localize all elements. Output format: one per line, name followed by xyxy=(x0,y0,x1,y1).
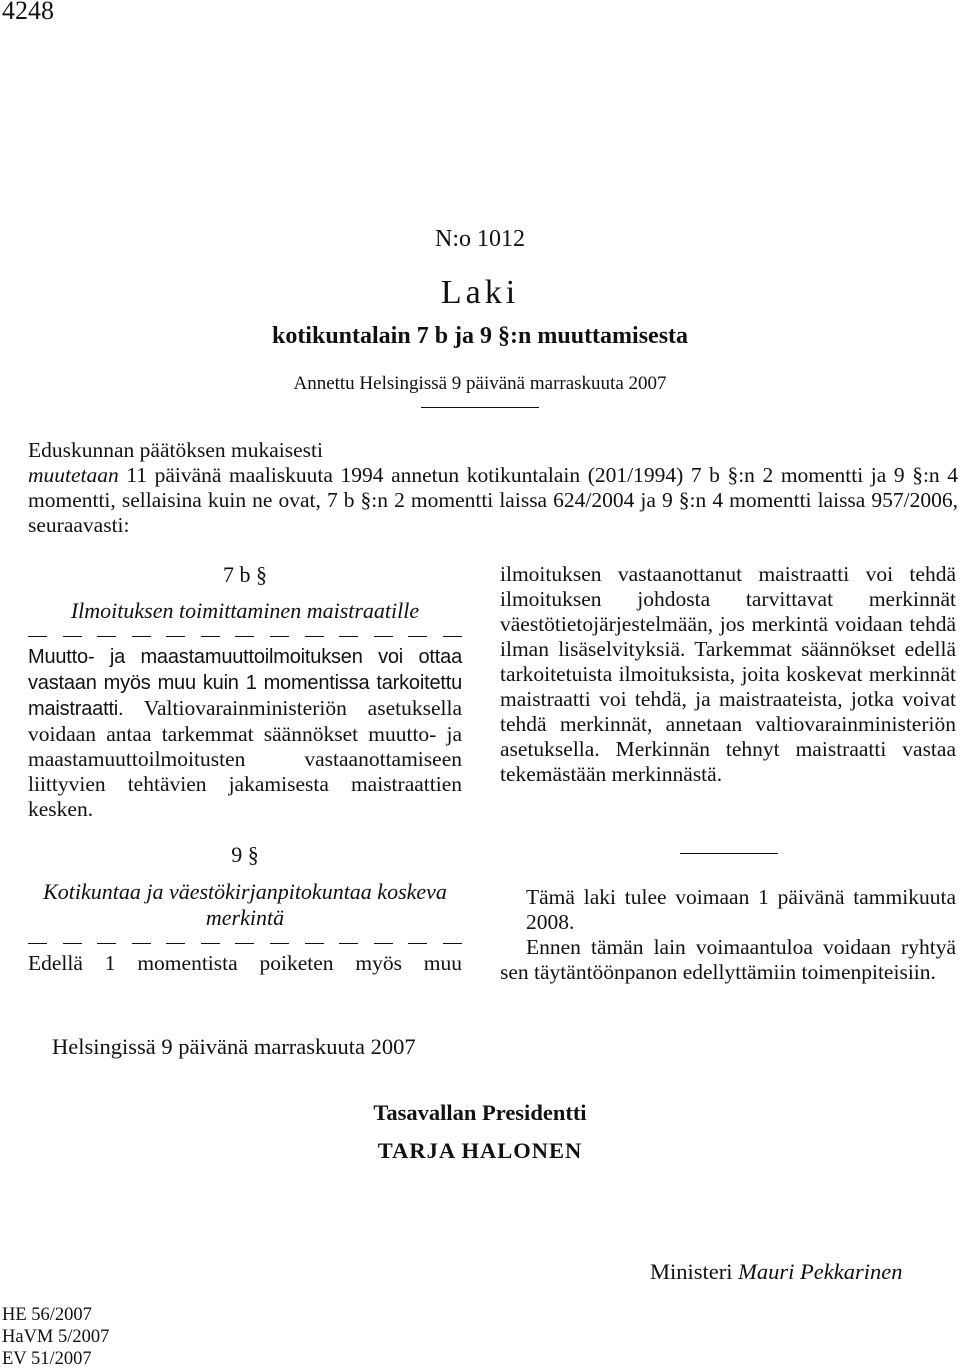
omission-dashes xyxy=(28,636,462,638)
act-number: N:o 1012 xyxy=(435,226,525,252)
reference-list xyxy=(2,1304,109,1370)
section-9-text-left: Edellä 1 momentista poiketen myös muu xyxy=(28,951,462,975)
minister-name: Mauri Pekkarinen xyxy=(738,1259,903,1284)
act-title: kotikuntalain 7 b ja 9 §:n muuttamisesta xyxy=(271,323,689,349)
section-7b-text-serif: Valtiovarainministeriön asetuksella voidaan antaa tarkemmat säännökset muutto- ja maastamuuttoilmoitusten vastaanottamiseen liittyvien tehtävien jakamisesta maistraattien kesken. xyxy=(28,696,462,821)
entry-into-force-p1: Tämä laki tulee voimaan 1 päivänä tammikuuta 2008. xyxy=(526,885,956,934)
preamble xyxy=(28,438,958,538)
section-7b-heading: Ilmoituksen toimittaminen maistraatille xyxy=(70,598,420,623)
section-7b-text-sans: Muutto- ja maastamuuttoilmoituksen voi ottaa vastaan myös muu kuin 1 momentissa tarkoitettu maistraatti. xyxy=(28,646,462,720)
section-9-heading: Kotikuntaa ja väestökirjanpitokuntaa koskeva merkintä xyxy=(43,879,447,930)
divider xyxy=(421,407,539,408)
preamble-text: 11 päivänä maaliskuuta 1994 annetun kotikuntalain (201/1994) 7 b §:n 2 momentti ja 9 §:n 4 momentti, sellaisina kuin ne ovat, 7 b §:n 2 momentti laissa 624/2004 ja 9 §:n 4 momentti laissa 957/2006, seuraavasti: xyxy=(28,463,958,537)
place-date: Helsingissä 9 päivänä marraskuuta 2007 xyxy=(52,1034,416,1059)
minister-signature xyxy=(650,1259,902,1285)
section-9-number: 9 § xyxy=(231,842,259,867)
reference-item: EV 51/2007 xyxy=(2,1349,92,1369)
entry-into-force xyxy=(500,885,956,985)
president-title: Tasavallan Presidentti xyxy=(373,1100,587,1125)
preamble-verb: muutetaan xyxy=(28,463,119,487)
preamble-intro: Eduskunnan päätöksen mukaisesti xyxy=(28,438,323,462)
divider xyxy=(680,853,778,854)
president-name: TARJA HALONEN xyxy=(377,1138,583,1163)
issued-date: Annettu Helsingissä 9 päivänä marraskuuta 2007 xyxy=(293,373,667,394)
preamble-body xyxy=(28,463,958,538)
section-9-text-right: ilmoituksen vastaanottanut maistraatti voi tehdä ilmoituksen johdosta tarvittavat merkinnät väestötietojärjestelmään, jos merkintä voidaan tehdä ilman lisäselvityksiä. Tarkemmat säännökset edellä tarkoitetuista ilmoituksista, joita koskevat merkinnät maistraatti voi tehdä, ja maistraateista, jotka voivat tehdä merkinnät, annetaan valtiovarainministeriön asetuksella. Merkinnän tehnyt maistraatti vastaa tekemästään merkinnästä. xyxy=(500,562,956,786)
right-column xyxy=(500,562,956,787)
reference-item: HaVM 5/2007 xyxy=(2,1327,110,1347)
left-column xyxy=(28,562,462,976)
section-7b-number: 7 b § xyxy=(223,562,267,587)
page-number: 4248 xyxy=(2,0,54,25)
entry-into-force-p2: Ennen tämän lain voimaantuloa voidaan ryhtyä sen täytäntöönpanon edellyttämiin toimenpiteisiin. xyxy=(500,935,956,984)
reference-item: HE 56/2007 xyxy=(2,1305,92,1325)
act-type: Laki xyxy=(440,274,520,311)
section-7b-text xyxy=(28,644,462,822)
omission-dashes xyxy=(28,943,462,945)
minister-prefix: Ministeri xyxy=(650,1259,733,1284)
